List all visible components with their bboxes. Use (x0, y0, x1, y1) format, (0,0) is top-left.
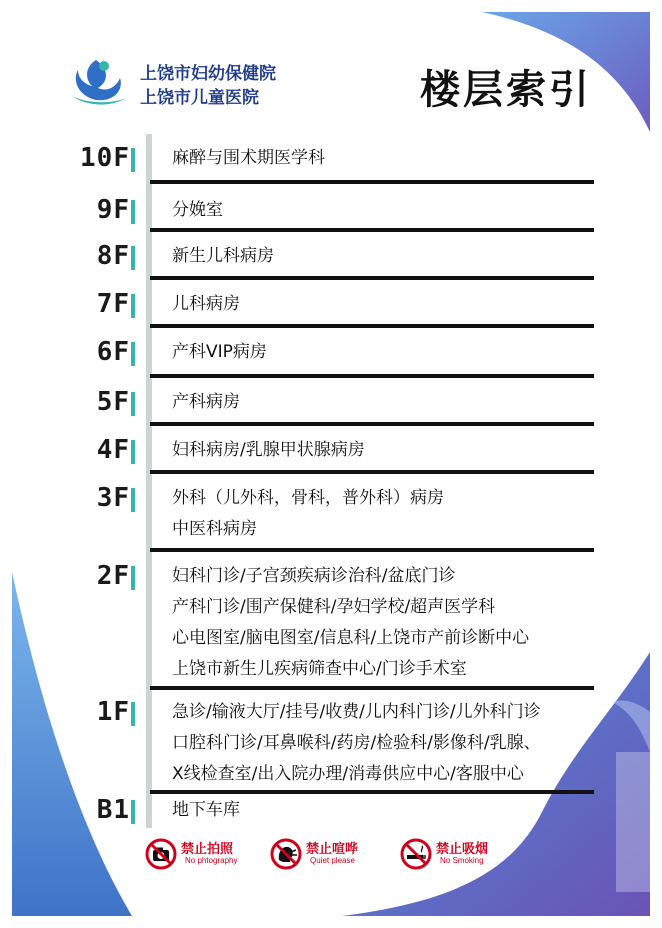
floor-divider (150, 276, 594, 280)
floor-departments (172, 697, 541, 790)
no-smoking-icon (400, 838, 432, 870)
sign-label-en: No Smoking (440, 856, 484, 865)
floor-departments (172, 337, 267, 368)
floor-tick (131, 566, 135, 590)
floor-departments (172, 483, 444, 545)
floor-tick (131, 702, 135, 726)
floor-divider (150, 686, 594, 690)
page-title: 楼层索引 (420, 66, 592, 113)
floor-label: 10F (80, 143, 130, 173)
hospital-name (140, 62, 276, 110)
floor-divider (150, 790, 594, 794)
hospital-logo-icon (66, 52, 130, 110)
floor-departments (172, 143, 325, 174)
floor-departments (172, 387, 240, 418)
floor-departments (172, 561, 529, 685)
no-camera-icon (145, 838, 177, 870)
department-line: 妇科病房/乳腺甲状腺病房 (172, 440, 365, 460)
floor-tick (131, 342, 135, 366)
index-vertical-line (146, 134, 152, 828)
floor-tick (131, 800, 135, 824)
department-line: 产科病房 (172, 392, 240, 412)
hospital-name-line: 上饶市妇幼保健院 (140, 64, 276, 84)
floor-divider (150, 422, 594, 426)
floor-departments (172, 241, 274, 272)
department-line: X线检查室/出入院办理/消毒供应中心/客服中心 (172, 764, 524, 784)
department-line: 儿科病房 (172, 294, 240, 314)
sign-label: 禁止吸烟 (436, 842, 489, 857)
hospital-name-line: 上饶市儿童医院 (140, 88, 259, 108)
department-line: 上饶市新生儿疾病筛查中心/门诊手术室 (172, 659, 467, 679)
floor-tick (131, 246, 135, 270)
floor-tick (131, 440, 135, 464)
floor-departments (172, 289, 240, 320)
floor-label: 5F (96, 387, 130, 417)
floor-tick (131, 200, 135, 224)
department-line: 外科（儿外科，骨科，普外科）病房 (172, 488, 444, 508)
floor-divider (150, 324, 594, 328)
department-line: 产科门诊/围产保健科/孕妇学校/超声医学科 (172, 597, 496, 617)
floor-label: 3F (96, 483, 130, 513)
floor-tick (131, 392, 135, 416)
floor-departments (172, 795, 240, 826)
no-noise-icon (270, 838, 302, 870)
sign-label-en: Quiet please (310, 856, 355, 865)
floor-label: 9F (96, 195, 130, 225)
department-line: 中医科病房 (172, 519, 257, 539)
department-line: 麻醉与围术期医学科 (172, 148, 325, 168)
floor-label: 1F (96, 697, 130, 727)
floor-label: 6F (96, 337, 130, 367)
floor-label: 8F (96, 241, 130, 271)
floor-tick (131, 294, 135, 318)
floor-label: 4F (96, 435, 130, 465)
department-line: 新生儿科病房 (172, 246, 274, 266)
department-line: 妇科门诊/子宫颈疾病诊治科/盆底门诊 (172, 566, 456, 586)
department-line: 地下车库 (172, 800, 240, 820)
department-line: 口腔科门诊/耳鼻喉科/药房/检验科/影像科/乳腺、 (172, 733, 541, 753)
floor-divider (150, 374, 594, 378)
department-line: 分娩室 (172, 200, 223, 220)
floor-divider (150, 228, 594, 232)
floor-tick (131, 488, 135, 512)
floor-divider (150, 180, 594, 184)
sign-label: 禁止喧哗 (306, 842, 359, 857)
sign-label-en: No phtography (185, 856, 238, 865)
floor-label: 7F (96, 289, 130, 319)
floor-divider (150, 470, 594, 474)
floor-divider (150, 548, 594, 552)
floor-label: 2F (96, 561, 130, 591)
department-line: 急诊/输液大厅/挂号/收费/儿内科门诊/儿外科门诊 (172, 702, 541, 722)
floor-label: B1 (96, 795, 130, 825)
floor-tick (131, 148, 135, 172)
department-line: 产科VIP病房 (172, 342, 267, 362)
sign-label: 禁止拍照 (181, 842, 234, 857)
floor-departments (172, 435, 365, 466)
department-line: 心电图室/脑电图室/信息科/上饶市产前诊断中心 (172, 628, 530, 648)
floor-departments (172, 195, 223, 226)
prohibition-signs (145, 836, 615, 876)
